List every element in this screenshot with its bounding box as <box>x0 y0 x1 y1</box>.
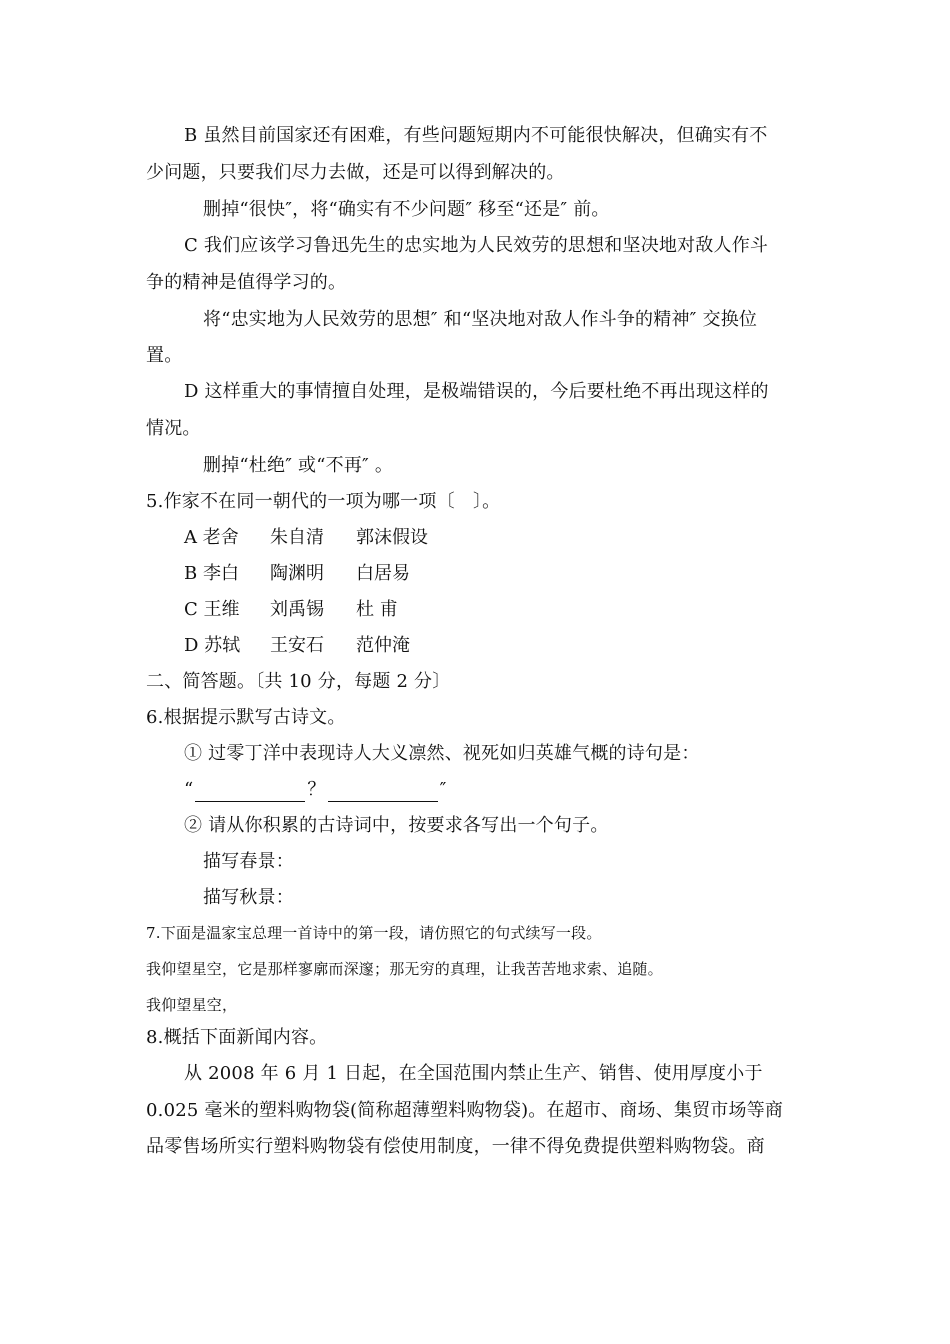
q5-choice-item: 刘禹锡 <box>270 599 324 620</box>
q5-choice-item: 王安石 <box>270 635 324 656</box>
question-8: 8.概括下面新闻内容。 <box>146 1027 328 1048</box>
q5-choice-item: 范仲淹 <box>356 635 410 656</box>
q5-choice-item: 陶渊明 <box>270 563 324 584</box>
autumn-scene-prompt: 描写秋景： <box>203 887 294 908</box>
question-7: 7.下面是温家宝总理一首诗中的第一段，请仿照它的句式续写一段。 <box>146 924 602 942</box>
option-d-line-1: D 这样重大的事情擅自处理，是极端错误的，今后要杜绝不再出现这样的 <box>184 381 769 402</box>
option-c-line-1: C 我们应该学习鲁迅先生的忠实地为人民效劳的思想和坚决地对敌人作斗 <box>184 235 769 256</box>
q5-choice-label: A 老舍 <box>184 527 239 548</box>
question-8-para-line-1: 从 2008 年 6 月 1 日起，在全国范围内禁止生产、销售、使用厚度小于 <box>184 1063 763 1084</box>
q5-choice-label: C 王维 <box>184 599 240 620</box>
section-2-heading: 二、简答题。〔共 10 分，每题 2 分〕 <box>146 671 451 692</box>
option-c-fix-line-2: 置。 <box>146 345 183 366</box>
question-8-para-line-2: 0.025 毫米的塑料购物袋(简称超薄塑料购物袋)。在超市、商场、集贸市场等商 <box>146 1100 784 1121</box>
q5-choice-c <box>184 598 398 622</box>
option-c-fix-line-1: 将“忠实地为人民效劳的思想″ 和“坚决地对敌人作斗争的精神″ 交换位 <box>203 309 758 330</box>
question-6-part-1-blanks <box>184 778 447 802</box>
option-d-line-2: 情况。 <box>146 418 201 439</box>
q5-choice-label: B 李白 <box>184 563 239 584</box>
q5-choice-label: D 苏轼 <box>184 635 241 656</box>
q5-choice-item: 郭沫假设 <box>356 527 428 548</box>
question-5: 5.作家不在同一朝代的一项为哪一项〔 〕。 <box>146 491 501 512</box>
question-6: 6.根据提示默写古诗文。 <box>146 707 346 728</box>
option-c-line-2: 争的精神是值得学习的。 <box>146 272 347 293</box>
q5-choice-a <box>184 526 428 550</box>
q5-choice-item: 朱自清 <box>270 527 324 548</box>
close-quote: ″ <box>439 779 447 800</box>
question-8-para-line-3: 品零售场所实行塑料购物袋有偿使用制度，一律不得免费提供塑料购物袋。商 <box>146 1136 765 1157</box>
question-6-part-1: ① 过零丁洋中表现诗人大义凛然、视死如归英雄气概的诗句是： <box>184 743 700 764</box>
option-b-fix: 删掉“很快″，将“确实有不少问题″ 移至“还是″ 前。 <box>203 199 610 220</box>
q5-choice-d <box>184 634 410 658</box>
q5-choice-b <box>184 562 410 586</box>
q5-choice-item: 杜 甫 <box>356 599 398 620</box>
option-d-fix: 删掉“杜绝″ 或“不再″ 。 <box>203 455 394 476</box>
spring-scene-prompt: 描写春景： <box>203 851 294 872</box>
question-7-sample: 我仰望星空，它是那样寥廓而深邃；那无穷的真理，让我苦苦地求索、追随。 <box>146 960 663 978</box>
option-b-line-2: 少问题，只要我们尽力去做，还是可以得到解决的。 <box>146 162 565 183</box>
question-6-part-2: ② 请从你积累的古诗词中，按要求各写出一个句子。 <box>184 815 609 836</box>
option-b-line-1: B 虽然目前国家还有困难，有些问题短期内不可能很快解决，但确实有不 <box>184 125 768 146</box>
q5-choice-item: 白居易 <box>356 563 410 584</box>
answer-blank-1[interactable] <box>195 781 305 802</box>
open-quote: “ <box>184 779 194 800</box>
question-mark: ？ <box>307 779 326 800</box>
question-7-start: 我仰望星空， <box>146 996 238 1014</box>
answer-blank-2[interactable] <box>328 781 438 802</box>
